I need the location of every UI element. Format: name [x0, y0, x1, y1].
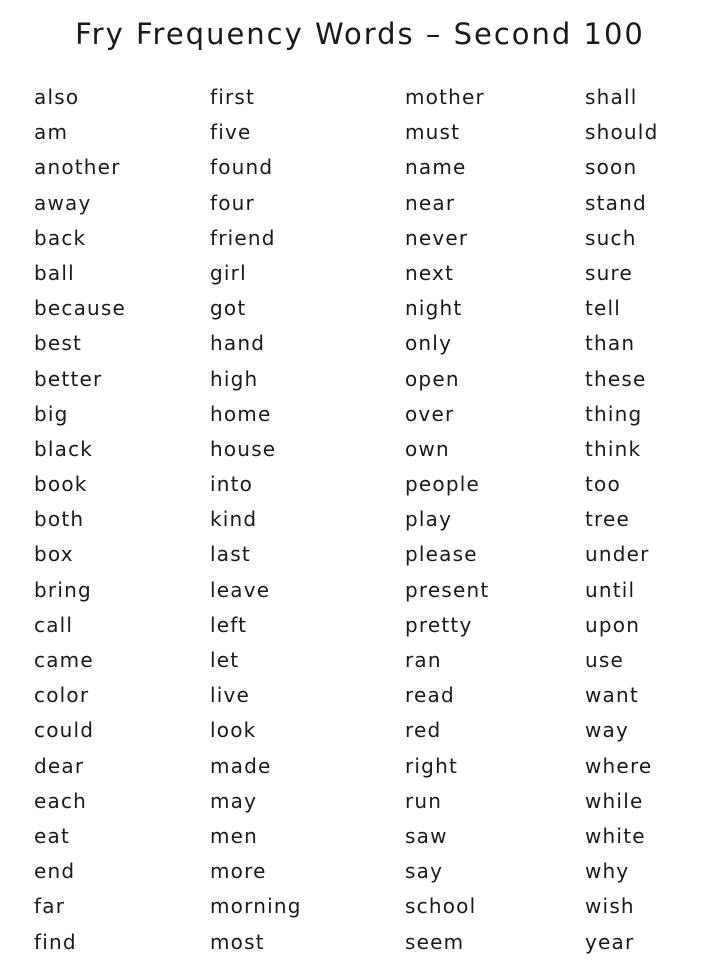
- word-item: found: [210, 155, 274, 180]
- word-item: tell: [585, 296, 622, 321]
- word-column-2: [210, 80, 302, 960]
- word-item: next: [405, 260, 455, 285]
- word-item: leave: [210, 577, 271, 602]
- word-item: high: [210, 366, 259, 391]
- word-item: men: [210, 823, 259, 848]
- word-item: last: [210, 542, 251, 567]
- word-item: year: [585, 929, 635, 954]
- word-item: stand: [585, 190, 647, 215]
- word-item: sure: [585, 260, 633, 285]
- word-item: four: [210, 190, 255, 215]
- word-item: upon: [585, 612, 641, 637]
- word-item: thing: [585, 401, 643, 426]
- word-item: morning: [210, 894, 302, 919]
- word-item: most: [210, 929, 265, 954]
- word-item: away: [34, 190, 92, 215]
- word-item: best: [34, 331, 83, 356]
- word-grid: [0, 80, 720, 960]
- word-item: home: [210, 401, 272, 426]
- word-item: run: [405, 788, 443, 813]
- word-item: why: [585, 859, 630, 884]
- word-item: call: [34, 612, 74, 637]
- word-item: am: [34, 120, 69, 145]
- word-item: seem: [405, 929, 465, 954]
- word-item: people: [405, 472, 480, 497]
- word-item: ran: [405, 648, 442, 672]
- word-item: wish: [585, 894, 635, 919]
- word-item: ball: [34, 260, 75, 285]
- word-item: kind: [210, 507, 258, 532]
- word-item: while: [585, 788, 644, 813]
- word-item: saw: [405, 823, 448, 848]
- word-column-4: [585, 80, 658, 960]
- word-item: box: [34, 542, 74, 567]
- word-item: live: [210, 683, 251, 708]
- word-item: dear: [34, 753, 85, 778]
- word-item: these: [585, 366, 647, 391]
- word-item: made: [210, 753, 272, 778]
- word-item: also: [34, 85, 80, 109]
- word-item: because: [34, 296, 127, 321]
- word-item: than: [585, 331, 636, 356]
- word-item: too: [585, 472, 621, 497]
- word-item: left: [210, 612, 248, 637]
- word-item: tree: [585, 507, 631, 532]
- word-item: present: [405, 577, 490, 602]
- word-item: under: [585, 542, 650, 567]
- word-item: please: [405, 542, 478, 567]
- word-item: white: [585, 823, 646, 848]
- word-item: such: [585, 225, 637, 250]
- word-item: big: [34, 401, 69, 426]
- word-item: got: [210, 296, 247, 321]
- word-item: school: [405, 894, 477, 919]
- word-item: think: [585, 436, 642, 461]
- word-item: want: [585, 683, 639, 708]
- word-column-3: [405, 80, 489, 960]
- word-item: let: [210, 648, 240, 672]
- word-item: girl: [210, 260, 247, 285]
- word-item: another: [34, 155, 121, 180]
- word-item: look: [210, 718, 257, 743]
- word-item: may: [210, 788, 258, 813]
- word-item: better: [34, 366, 103, 391]
- word-item: color: [34, 683, 90, 708]
- word-item: into: [210, 472, 254, 497]
- word-item: far: [34, 894, 66, 919]
- word-item: house: [210, 436, 277, 461]
- word-item: book: [34, 472, 88, 497]
- word-column-1: [34, 80, 126, 960]
- word-item: never: [405, 225, 469, 250]
- word-item: right: [405, 753, 458, 778]
- word-item: name: [405, 155, 467, 180]
- page-title: Fry Frequency Words – Second 100: [75, 17, 645, 51]
- word-item: night: [405, 296, 463, 321]
- word-item: soon: [585, 155, 638, 180]
- word-item: until: [585, 577, 636, 602]
- word-item: play: [405, 507, 453, 532]
- word-item: mother: [405, 85, 485, 109]
- word-item: end: [34, 859, 76, 884]
- word-item: over: [405, 401, 455, 426]
- word-item: back: [34, 225, 87, 250]
- word-item: both: [34, 507, 85, 532]
- word-item: shall: [585, 85, 638, 109]
- word-item: find: [34, 929, 77, 954]
- word-item: use: [585, 648, 625, 672]
- word-item: first: [210, 85, 256, 109]
- word-item: five: [210, 120, 252, 145]
- word-item: bring: [34, 577, 92, 602]
- word-item: only: [405, 331, 453, 356]
- word-item: pretty: [405, 612, 473, 637]
- word-item: came: [34, 648, 94, 672]
- word-item: more: [210, 859, 267, 884]
- word-item: each: [34, 788, 88, 813]
- word-item: should: [585, 120, 659, 145]
- word-item: where: [585, 753, 653, 778]
- word-item: open: [405, 366, 460, 391]
- word-item: red: [405, 718, 442, 743]
- word-item: read: [405, 683, 455, 708]
- word-item: could: [34, 718, 95, 743]
- word-item: near: [405, 190, 456, 215]
- word-item: friend: [210, 225, 276, 250]
- word-item: say: [405, 859, 444, 884]
- word-item: must: [405, 120, 461, 145]
- word-item: hand: [210, 331, 266, 356]
- word-item: black: [34, 436, 94, 461]
- word-item: way: [585, 718, 630, 743]
- word-item: eat: [34, 823, 71, 848]
- word-item: own: [405, 436, 450, 461]
